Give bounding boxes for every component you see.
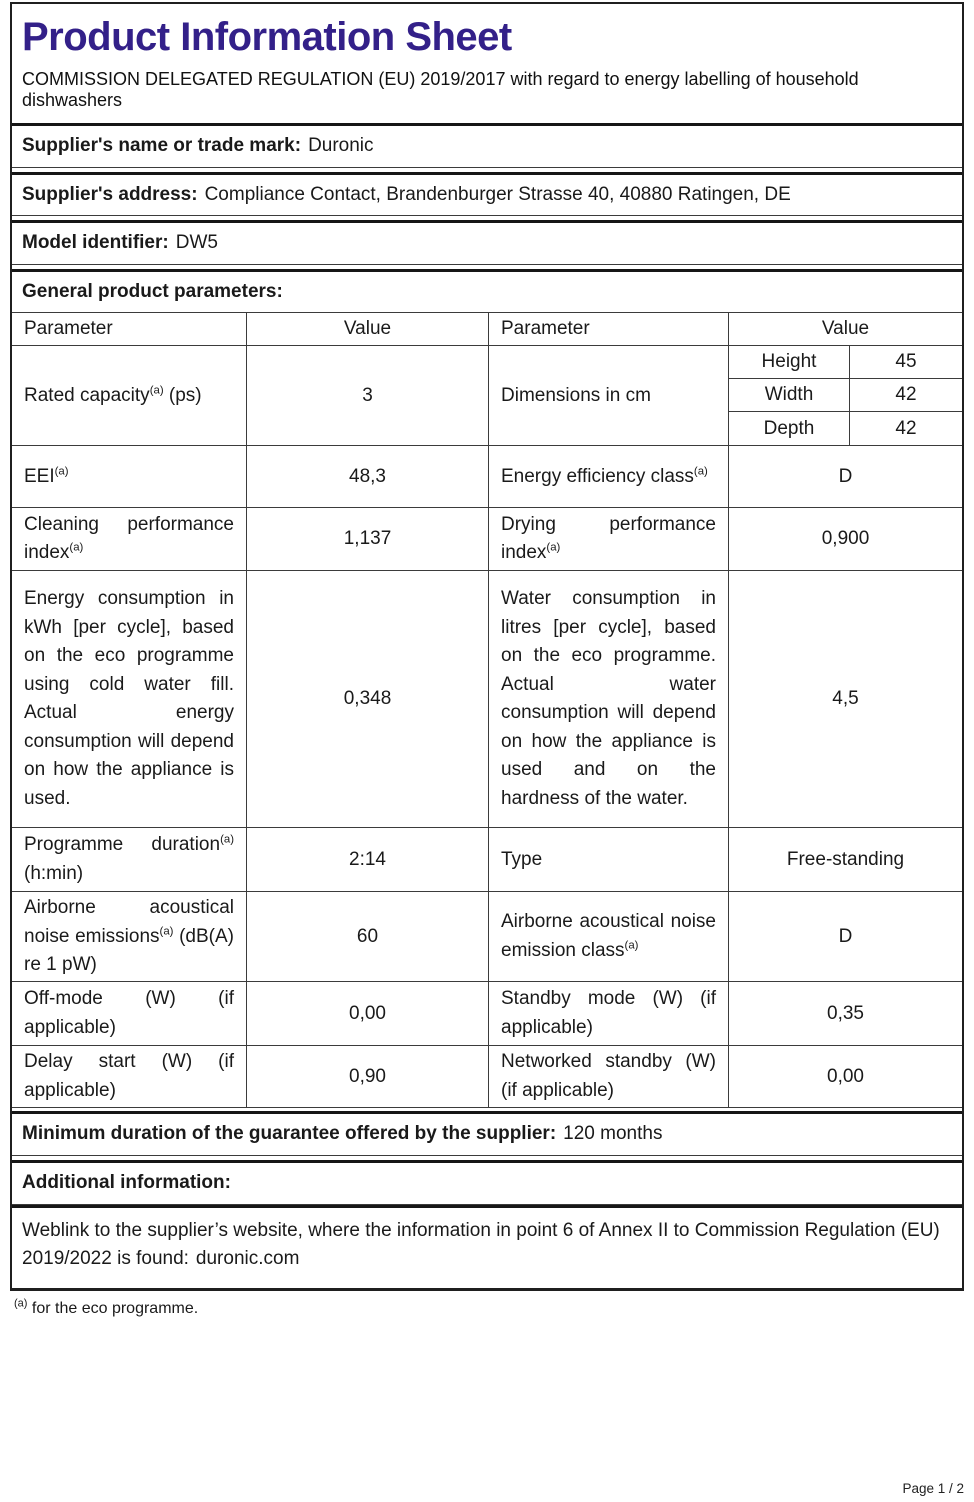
header-parameter-2: Parameter: [489, 313, 729, 345]
supplier-name-row: [12, 123, 962, 168]
header-value-1: Value: [247, 313, 489, 345]
row-rated-capacity: [12, 346, 962, 446]
value-off-mode: 0,00: [247, 982, 489, 1045]
guarantee-row: [12, 1111, 962, 1156]
value-delay-start: 0,90: [247, 1046, 489, 1107]
footnote-marker: (a): [14, 1297, 28, 1310]
supplier-address-row: [12, 172, 962, 217]
value-cleaning-performance: 1,137: [247, 508, 489, 570]
param-standby-mode: Standby mode (W) (if applicable): [489, 982, 729, 1045]
value-standby-mode: 0,35: [827, 1002, 864, 1024]
footnote-marker: (a): [546, 542, 561, 555]
title-block: [12, 4, 962, 123]
value-energy-efficiency-class: D: [838, 465, 853, 487]
param-eei: EEI$^{(a)}$: [12, 446, 247, 507]
model-identifier-value: DW5: [175, 232, 218, 254]
dimensions-subtable: [729, 346, 962, 445]
param-type: Type: [489, 828, 729, 891]
row-consumption: [12, 571, 962, 828]
value-rated-capacity: 3: [247, 346, 489, 445]
header-parameter-1: Parameter: [12, 313, 247, 345]
param-noise-emissions: Airborne acoustical noise emissions$^{(a)}$ (dB(A) re 1 pW): [12, 892, 247, 981]
footnote-marker: (a): [54, 465, 69, 478]
dimension-label-height: Height: [729, 346, 850, 379]
page-indicator: Page 1 / 2: [902, 1481, 964, 1496]
eco-programme-footnote: [14, 1297, 974, 1318]
general-parameters-heading: General product parameters:: [12, 269, 962, 314]
value-noise-emissions: 60: [247, 892, 489, 981]
param-cleaning-performance: Cleaning performance index$^{(a)}$: [12, 508, 247, 570]
param-delay-start: Delay start (W) (if applicable): [12, 1046, 247, 1107]
supplier-address-label: Supplier's address:: [22, 183, 198, 205]
footnote-text: for the eco programme.: [31, 1299, 199, 1317]
weblink-label: Weblink to the supplier’s website, where the information in point 6 of Annex II to Commission Regulation (EU) 2019/2022 is found:: [22, 1219, 940, 1270]
param-programme-duration: Programme duration$^{(a)}$ (h:min): [12, 828, 247, 891]
page-title: Product Information Sheet: [22, 15, 512, 59]
param-off-mode: Off-mode (W) (if applicable): [12, 982, 247, 1045]
footnote-marker: (a): [159, 925, 174, 938]
additional-information-heading: Additional information:: [12, 1160, 962, 1205]
weblink-row: [12, 1205, 962, 1288]
row-delay-networked: [12, 1046, 962, 1108]
footnote-marker: (a): [69, 542, 84, 555]
dimension-value-depth: 42: [895, 417, 917, 439]
row-programme-duration: [12, 828, 962, 892]
param-dimensions: Dimensions in cm: [489, 346, 729, 445]
value-noise-class: D: [838, 925, 853, 947]
value-energy-consumption: 0,348: [247, 571, 489, 827]
value-water-consumption: 4,5: [832, 688, 859, 710]
value-drying-performance: 0,900: [821, 528, 870, 550]
param-energy-consumption: Energy consumption in kWh [per cycle], based on the eco programme using cold water fill. Actual energy consumption will depend on how the appliance is used.: [12, 571, 247, 827]
model-identifier-label: Model identifier:: [22, 232, 169, 254]
param-energy-efficiency-class: Energy efficiency class$^{(a)}$: [489, 446, 729, 507]
regulation-subtitle: COMMISSION DELEGATED REGULATION (EU) 2019/2017 with regard to energy labelling of household dishwashers: [22, 69, 859, 110]
dimension-value-height: 45: [850, 346, 962, 379]
param-rated-capacity: Rated capacity$^{(a)}$ (ps): [12, 346, 247, 445]
row-offmode-standby: [12, 982, 962, 1046]
param-networked-standby: Networked standby (W) (if applicable): [489, 1046, 729, 1107]
dimension-label-depth: Depth: [729, 412, 850, 445]
row-noise: [12, 892, 962, 982]
footnote-marker: (a): [220, 834, 234, 847]
supplier-name-label: Supplier's name or trade mark:: [22, 135, 302, 156]
guarantee-value: 120 months: [563, 1123, 663, 1145]
row-eei: [12, 446, 962, 508]
value-networked-standby: 0,00: [827, 1065, 864, 1087]
product-information-sheet: [10, 2, 964, 1291]
weblink-value: duronic.com: [195, 1248, 300, 1270]
row-performance-index: [12, 508, 962, 571]
dimension-value-width: 42: [850, 379, 962, 412]
header-value-2: Value: [821, 318, 870, 340]
value-eei: 48,3: [247, 446, 489, 507]
footnote-marker: (a): [624, 939, 639, 952]
value-type: Free-standing: [786, 848, 905, 870]
model-identifier-row: [12, 220, 962, 265]
dimension-label-width: Width: [729, 379, 850, 412]
value-programme-duration: 2:14: [247, 828, 489, 891]
supplier-name-value: Duronic: [308, 135, 374, 156]
value-dimensions: [729, 346, 962, 445]
parameters-table: [12, 313, 962, 1108]
param-noise-class: Airborne acoustical noise emission class$^{(a)}$: [489, 892, 729, 981]
footnote-marker: (a): [693, 465, 708, 478]
param-drying-performance: Drying performance index$^{(a)}$: [489, 508, 729, 570]
table-header-row: [12, 313, 962, 346]
param-water-consumption: Water consumption in litres [per cycle], based on the eco programme. Actual water consumption will depend on how the appliance is used and on the hardness of the water.: [489, 571, 729, 827]
supplier-address-value: Compliance Contact, Brandenburger Strasse 40, 40880 Ratingen, DE: [204, 183, 791, 205]
footnote-marker: (a): [149, 384, 164, 397]
guarantee-label: Minimum duration of the guarantee offered by the supplier:: [22, 1123, 557, 1145]
